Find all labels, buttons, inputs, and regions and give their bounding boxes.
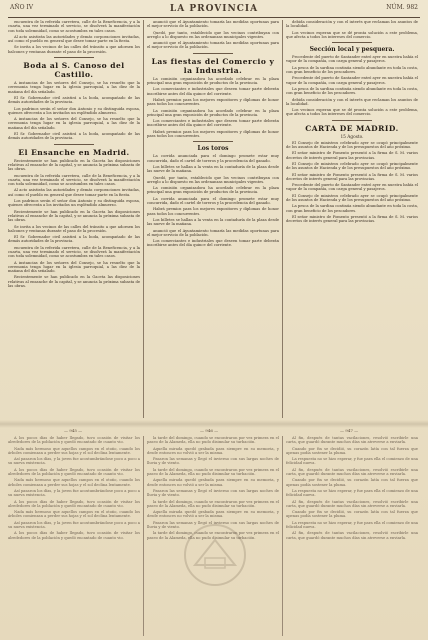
article-paragraph: encuentra de la referida carretera, calle de la Beneficencia, y a la cuarta, una vez terminado el servicio, se disolverá la manifestación con toda solemnidad, como se acostumbra en tales casos. (8, 173, 140, 187)
article-paragraph: Procedente del puerto de Santander entró ayer en nuestra bahía el vapor de la compañía, con carga general y pasajeros. (286, 55, 418, 64)
serial-paragraph: Nada más hermoso que aquellos campos en el otoño, cuando los árboles comienzan a perder sus hojas y el sol declina lentamente. (8, 446, 140, 455)
serial-paragraph: La respuesta no se hizo esperar, y fue para ella el comienzo de una felicidad nueva. (286, 488, 418, 498)
serial-paragraph: Nada más hermoso que aquellos campos en el otoño, cuando los árboles comienzan a perder sus hojas y el sol declina lentamente. (8, 510, 140, 519)
article-paragraph: encuentra de la referida carretera, calle de la Beneficencia, y a la cuarta, una vez terminado el servicio, se disolverá la manifestación con toda solemnidad, como se acostumbra en tales casos. (8, 245, 140, 259)
serial-paragraph: Así pasaron los días, y la joven fue acostumbrándose poco a poco a su nueva existencia. (8, 488, 140, 498)
serial-paragraph: Cuando por fin se decidió, su corazón latía con tal fuerza que apenas podía sostener la pluma. (286, 446, 418, 455)
serial-paragraph: La respuesta no se hizo esperar, y fue para ella el comienzo de una felicidad nueva. (286, 520, 418, 530)
article-paragraph: El Sr. Gobernador civil asistirá a la boda, acompañado de las demás autoridades de la provincia. (8, 95, 140, 105)
masthead-year: AÑO IV (10, 4, 34, 11)
article-paragraph: El Sr. Gobernador civil asistirá a la boda, acompañado de las demás autoridades de la provincia. (8, 132, 140, 141)
article-paragraph: A instancias de los señores del Consejo, se ha resuelto que la ceremonia tenga lugar en la iglesia parroquial, a las diez de la mañana del día señalado. (8, 81, 140, 94)
article-paragraph: La corrida anunciada para el domingo promete estar muy concurrida, dado el cartel de toreros y la procedencia del ganado. (147, 196, 279, 206)
serial-column-3 (286, 436, 418, 636)
column-rule (143, 20, 144, 418)
article-paragraph: El señor ministro de Fomento presentó a la firma de S. M. varios decretos de interés general para las provincias. (286, 151, 418, 160)
article-paragraph: Se invita a los vecinos de las calles del tránsito a que adornen los balcones y ventanas durante el paso de la procesión. (8, 45, 140, 54)
article-paragraph: El Consejo de ministros celebrado ayer se ocupó principalmente de los asuntos de Hacienda y de los presupuestos del año próximo. (286, 193, 418, 203)
page-number: — 945 — (64, 428, 83, 433)
article-heading: CARTA DE MADRID. (305, 123, 399, 133)
serial-paragraph: Pasaron las semanas y llegó el invierno con sus largas noches de lluvia y de viento. (147, 457, 279, 466)
serial-paragraph: Al fin, después de tantas vacilaciones, resolvió escribirle una carta, que guardó durante muchos días sin atreverse a enviarla. (286, 531, 418, 540)
masthead (8, 3, 420, 18)
article-paragraph: anunció que el Ayuntamiento tomaría las medidas oportunas para el mejor servicio de la población. (147, 20, 279, 29)
article-paragraph: La comisión organizadora ha acordado celebrar en la plaza principal una gran exposición de productos de la provincia. (147, 186, 279, 195)
article-paragraph: Los padrinos serán el señor don Antonio y su distinguida esposa, quienes ofrecerán a los invitados un espléndido almuerzo. (8, 106, 140, 115)
article-heading: Boda al S. Canoso del Castillo. (23, 61, 125, 80)
column-rule (143, 436, 144, 636)
article-paragraph: Recientemente se han publicado en la Gaceta las disposiciones relativas al ensanche de la capital, y se anuncia la próxima subasta de las obras. (8, 209, 140, 223)
article-paragraph: Al acto asistirán las autoridades y demás corporaciones invitadas, así como el pueblo en general que desee tomar parte en la fiesta. (8, 34, 140, 44)
serial-paragraph: Aquella mirada quedó grabada para siempre en su memoria, y desde entonces no volvió a ser la misma. (147, 510, 279, 519)
article-paragraph: Los vecinos esperan que se dé pronta solución a este problema, que afecta a todos los intereses del comercio. (286, 108, 418, 117)
article-paragraph: Habrá premios para los mejores expositores y diplomas de honor para todos los concurrentes. (147, 97, 279, 107)
section-divider (54, 144, 94, 145)
serial-paragraph: Así pasaron los días, y la joven fue acostumbrándose poco a poco a su nueva existencia. (8, 457, 140, 466)
serial-paragraph: Cuando por fin se decidió, su corazón latía con tal fuerza que apenas podía sostener la pluma. (286, 510, 418, 519)
article-paragraph: El señor ministro de Fomento presentó a la firma de S. M. varios decretos de interés general para las provincias. (286, 172, 418, 181)
serial-column-2 (147, 436, 279, 636)
section-divider (332, 42, 372, 43)
serial-paragraph: A los pocos días de haber llegado, tuvo ocasión de visitar los alrededores de la población y quedó encantado de cuanto vio. (8, 467, 140, 477)
article-paragraph: Los vecinos esperan que se dé pronta solución a este problema, que afecta a todos los intereses del comercio. (286, 30, 418, 39)
article-paragraph: Los billetes se hallan a la venta en la contaduría de la plaza desde las nueve de la mañana. (147, 217, 279, 227)
serial-column-1 (8, 436, 140, 636)
masthead-title: LA PROVINCIA (169, 4, 259, 14)
article-paragraph: Habrá premios para los mejores expositores y diplomas de honor para todos los concurrentes. (147, 129, 279, 139)
serial-paragraph: Aquella mirada quedó grabada para siempre en su memoria, y desde entonces no volvió a ser la misma. (147, 478, 279, 487)
serial-paragraph: Pasaron las semanas y llegó el invierno con sus largas noches de lluvia y de viento. (147, 488, 279, 498)
article-paragraph: Quedó, por tanto, establecido que los vecinos contribuyan con arreglo a lo dispuesto en las ordenanzas municipales vigentes. (147, 30, 279, 39)
article-paragraph: El señor ministro de Fomento presentó a la firma de S. M. varios decretos de interés general para las provincias. (286, 214, 418, 224)
serial-paragraph: Aquella mirada quedó grabada para siempre en su memoria, y desde entonces no volvió a ser la misma. (147, 446, 279, 455)
article-paragraph: A instancias de los señores del Consejo, se ha resuelto que la ceremonia tenga lugar en la iglesia parroquial, a las diez de la mañana del día señalado. (8, 260, 140, 274)
article-paragraph: El Consejo de ministros celebrado ayer se ocupó principalmente de los asuntos de Hacienda y de los presupuestos del año próximo. (286, 161, 418, 171)
page-fold (0, 420, 428, 428)
serial-paragraph: Nada más hermoso que aquellos campos en el otoño, cuando los árboles comienzan a perder sus hojas y el sol declina lentamente. (8, 478, 140, 487)
serial-paragraph: A los pocos días de haber llegado, tuvo ocasión de visitar los alrededores de la población y quedó encantado de cuanto vio. (8, 531, 140, 540)
column-3 (286, 20, 418, 418)
article-paragraph: Procedente del puerto de Santander entró ayer en nuestra bahía el vapor de la compañía, con carga general y pasajeros. (286, 183, 418, 192)
serial-paragraph: la tarde del domingo, cuando se encontraron por vez primera en el paseo de la Alameda, ella no pudo disimular su turbación. (147, 436, 279, 445)
article-paragraph: anunció que el Ayuntamiento tomaría las medidas oportunas para el mejor servicio de la población. (147, 228, 279, 237)
article-paragraph: A instancias de los señores del Consejo, se ha resuelto que la ceremonia tenga lugar en la iglesia parroquial, a las diez de la mañana del día señalado. (8, 117, 140, 130)
article-paragraph: La comisión organizadora ha acordado celebrar en la plaza principal una gran exposición de productos de la provincia. (147, 108, 279, 117)
section-divider (332, 120, 372, 121)
article-paragraph: Los comerciantes e industriales que deseen tomar parte deberán inscribirse antes del día quince del corriente. (147, 239, 279, 248)
article-paragraph: encuentra de la referida carretera, calle de la Beneficencia, y a la cuarta, una vez terminado el servicio, se disolverá la manifestación con toda solemnidad, como se acostumbra en tales casos. (8, 20, 140, 33)
article-paragraph: Los padrinos serán el señor don Antonio y su distinguida esposa, quienes ofrecerán a los invitados un espléndido almuerzo. (8, 199, 140, 208)
article-paragraph: La comisión organizadora ha acordado celebrar en la plaza principal una gran exposición de productos de la provincia. (147, 76, 279, 86)
article-paragraph: La pesca de la sardina continúa siendo abundante en toda la costa, con gran beneficio de los pescadores. (286, 65, 418, 75)
masthead-number: NÚM. 982 (386, 4, 418, 11)
column-2 (147, 20, 279, 418)
section-divider (193, 53, 233, 54)
article-paragraph: La corrida anunciada para el domingo promete estar muy concurrida, dado el cartel de toreros y la procedencia del ganado. (147, 154, 279, 163)
serial-paragraph: la tarde del domingo, cuando se encontraron por vez primera en el paseo de la Alameda, ella no pudo disimular su turbación. (147, 499, 279, 508)
article-paragraph: debida consideración y con el interés que reclaman los asuntos de la localidad. (286, 20, 418, 29)
article-paragraph: La pesca de la sardina continúa siendo abundante en toda la costa, con gran beneficio de los pescadores. (286, 86, 418, 96)
article-paragraph: Quedó, por tanto, establecido que los vecinos contribuyan con arreglo a lo dispuesto en las ordenanzas municipales vigentes. (147, 175, 279, 184)
article-paragraph: Recientemente se han publicado en la Gaceta las disposiciones relativas al ensanche de la capital, y se anuncia la próxima subasta de las obras. (8, 158, 140, 172)
article-paragraph: debida consideración y con el interés que reclaman los asuntos de la localidad. (286, 97, 418, 106)
serial-paragraph: la tarde del domingo, cuando se encontraron por vez primera en el paseo de la Alameda, ella no pudo disimular su turbación. (147, 467, 279, 477)
serial-paragraph: Cuando por fin se decidió, su corazón latía con tal fuerza que apenas podía sostener la pluma. (286, 478, 418, 487)
article-paragraph: Los comerciantes e industriales que deseen tomar parte deberán inscribirse antes del día quince del corriente. (147, 87, 279, 96)
article-heading: Sección local y pesquera. (309, 46, 395, 54)
article-heading: El Ensanche en Madrid. (18, 147, 130, 157)
page-number: — 947 — (340, 428, 359, 433)
serial-paragraph: Así pasaron los días, y la joven fue acostumbrándose poco a poco a su nueva existencia. (8, 520, 140, 530)
column-rule (282, 436, 283, 636)
article-dateline: 15 Agosto. (340, 134, 364, 140)
page-number: — 946 — (200, 428, 219, 433)
article-paragraph: Los billetes se hallan a la venta en la contaduría de la plaza desde las nueve de la mañana. (147, 164, 279, 174)
article-heading: Los toros (197, 145, 229, 153)
column-rule (282, 20, 283, 418)
article-paragraph: El Consejo de ministros celebrado ayer se ocupó principalmente de los asuntos de Hacienda y de los presupuestos del año próximo. (286, 140, 418, 150)
article-paragraph: anunció que el Ayuntamiento tomaría las medidas oportunas para el mejor servicio de la población. (147, 41, 279, 50)
serial-paragraph: A los pocos días de haber llegado, tuvo ocasión de visitar los alrededores de la población y quedó encantado de cuanto vio. (8, 499, 140, 508)
article-paragraph: Se invita a los vecinos de las calles del tránsito a que adornen los balcones y ventanas durante el paso de la procesión. (8, 224, 140, 233)
article-paragraph: La pesca de la sardina continúa siendo abundante en toda la costa, con gran beneficio de los pescadores. (286, 204, 418, 213)
article-paragraph: Al acto asistirán las autoridades y demás corporaciones invitadas, así como el pueblo en general que desee tomar parte en la fiesta. (8, 188, 140, 197)
article-paragraph: Procedente del puerto de Santander entró ayer en nuestra bahía el vapor de la compañía, con carga general y pasajeros. (286, 76, 418, 85)
serial-paragraph: Al fin, después de tantas vacilaciones, resolvió escribirle una carta, que guardó durante muchos días sin atreverse a enviarla. (286, 467, 418, 477)
serial-paragraph: la tarde del domingo, cuando se encontraron por vez primera en el paseo de la Alameda, ella no pudo disimular su turbación. (147, 531, 279, 540)
serial-paragraph: Al fin, después de tantas vacilaciones, resolvió escribirle una carta, que guardó durante muchos días sin atreverse a enviarla. (286, 499, 418, 508)
column-1 (8, 20, 140, 418)
section-divider (193, 141, 233, 142)
article-paragraph: Recientemente se han publicado en la Gaceta las disposiciones relativas al ensanche de la capital, y se anuncia la próxima subasta de las obras. (8, 275, 140, 289)
article-paragraph: El Sr. Gobernador civil asistirá a la boda, acompañado de las demás autoridades de la provincia. (8, 235, 140, 244)
serial-paragraph: Al fin, después de tantas vacilaciones, resolvió escribirle una carta, que guardó durante muchos días sin atreverse a enviarla. (286, 436, 418, 445)
serial-paragraph: Pasaron las semanas y llegó el invierno con sus largas noches de lluvia y de viento. (147, 520, 279, 530)
article-heading: Las fiestas del Comercio y la Industria. (151, 56, 275, 75)
section-divider (54, 57, 94, 58)
article-paragraph: Los comerciantes e industriales que deseen tomar parte deberán inscribirse antes del día quince del corriente. (147, 119, 279, 128)
serial-paragraph: A los pocos días de haber llegado, tuvo ocasión de visitar los alrededores de la población y quedó encantado de cuanto vio. (8, 436, 140, 445)
serial-paragraph: La respuesta no se hizo esperar, y fue para ella el comienzo de una felicidad nueva. (286, 457, 418, 466)
article-paragraph: Habrá premios para los mejores expositores y diplomas de honor para todos los concurrentes. (147, 207, 279, 216)
